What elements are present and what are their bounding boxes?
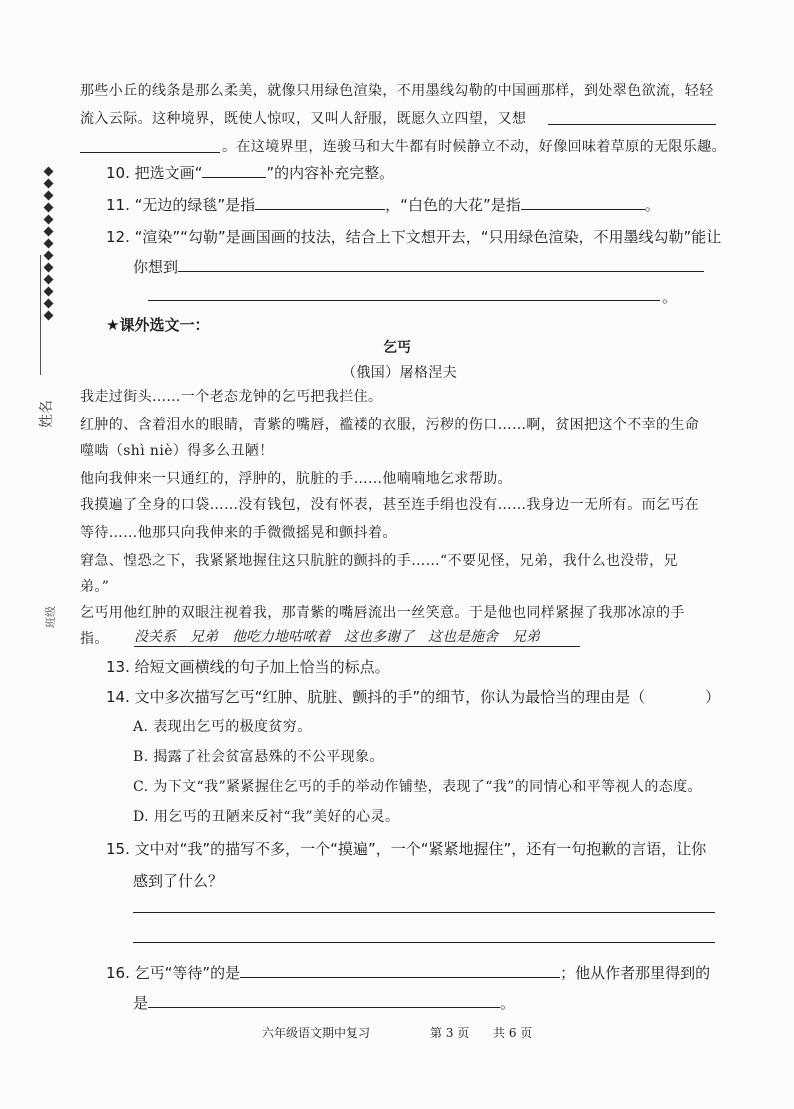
question-text: ”的内容补充完整。 xyxy=(266,164,395,182)
diamond-mark xyxy=(44,251,54,261)
question-16 xyxy=(106,962,710,983)
blank-line xyxy=(240,976,560,978)
story-paragraph: 噬啮（shì niè）得多么丑陋！ xyxy=(80,443,274,459)
question-15-cont: 感到了什么？ xyxy=(133,872,224,890)
story-title: 乞丐 xyxy=(383,340,411,356)
footer-total: 共 6 页 xyxy=(493,1026,533,1040)
diamond-mark xyxy=(44,167,54,177)
option-c: C. 为下文“我”紧紧握住乞丐的手的举动作铺垫，表现了“我”的同情心和平等视人的态度。 xyxy=(133,779,702,795)
option-a: A. 表现出乞丐的极度贫穷。 xyxy=(133,719,312,735)
story-paragraph: 我走过街头……一个老态龙钟的乞丐把我拦住。 xyxy=(80,389,383,405)
question-text: 你想到 xyxy=(133,258,179,276)
blank-line xyxy=(80,152,220,153)
question-15: 15. 文中对“我”的描写不多，一个“摸遍”，一个“紧紧地握住”，还有一句抱歉的言语，让你 xyxy=(106,840,707,858)
punctuation: 。 xyxy=(662,288,678,306)
question-16-cont xyxy=(133,992,515,1013)
story-paragraph: 指。 xyxy=(80,631,109,647)
footer-page: 第 3 页 xyxy=(430,1026,470,1040)
question-text: ；他从作者那里得到的 xyxy=(560,964,711,982)
story-paragraph: 弟。” xyxy=(80,579,110,595)
option-b: B. 揭露了社会贫富悬殊的不公平现象。 xyxy=(133,749,384,765)
story-author: （俄国）屠格涅夫 xyxy=(342,365,458,381)
blank-line xyxy=(202,176,266,178)
answer-line xyxy=(133,942,715,943)
diamond-mark xyxy=(44,287,54,297)
blank-line xyxy=(521,208,645,210)
passage-line: 那些小丘的线条是那么柔美，就像只用绿色渲染，不用墨线勾勒的中国画那样，到处翠色欲流，轻轻 xyxy=(80,83,714,99)
story-paragraph: 乞丐用他红肿的双眼注视着我，那青紫的嘴唇流出一丝笑意。于是他也同样紧握了我那冰凉的手 xyxy=(80,605,685,621)
passage-line: 。在这境界里，连骏马和大牛都有时候静立不动，好像回味着草原的无限乐趣。 xyxy=(222,139,726,155)
answer-line xyxy=(133,912,715,913)
story-paragraph: 我摸遍了全身的口袋……没有钱包，没有怀表，甚至连手绢也没有……我身边一无所有。而乞丐在 xyxy=(80,497,700,513)
question-text: 16. 乞丐“等待”的是 xyxy=(106,964,241,982)
passage-line: 流入云际。这种境界，既使人惊叹，又叫人舒服，既愿久立四望，又想 xyxy=(80,111,527,127)
question-text: 是 xyxy=(133,994,149,1012)
diamond-mark xyxy=(44,263,54,273)
name-label: 姓名 xyxy=(39,400,55,428)
question-12-cont xyxy=(133,256,704,277)
name-line xyxy=(40,255,41,375)
question-text: 。 xyxy=(500,994,516,1012)
story-paragraph: 红肿的、含着泪水的眼睛，青紫的嘴唇，褴褛的衣服，污秽的伤口……啊，贫困把这个不幸的生命 xyxy=(80,417,700,433)
blank-line xyxy=(178,270,704,272)
story-paragraph: 等待……他那只向我伸来的手微微摇晃和颤抖着。 xyxy=(80,525,397,541)
question-11 xyxy=(106,194,660,215)
diamond-mark xyxy=(44,239,54,249)
diamond-mark xyxy=(44,299,54,309)
story-paragraph: 他向我伸来一只通红的，浮肿的，肮脏的手……他喃喃地乞求帮助。 xyxy=(80,471,512,487)
underlined-sentence: 没关系 兄弟 他吃力地咕哝着 这也多谢了 这也是施舍 兄弟 xyxy=(134,626,580,647)
question-12: 12. “渲染”“勾勒”是画国画的技法，结合上下文想开去，“只用绿色渲染，不用墨线勾勒”能让 xyxy=(106,228,722,246)
blank-line xyxy=(148,1006,500,1008)
blank-line xyxy=(548,124,716,125)
question-text: 10. 把选文画“ xyxy=(106,164,203,182)
diamond-mark xyxy=(44,179,54,189)
question-text: 11. “无边的绿毯”是指 xyxy=(106,196,256,214)
diamond-mark xyxy=(44,191,54,201)
section-label: ★课外选文一： xyxy=(106,316,210,334)
option-d: D. 用乞丐的丑陋来反衬“我”美好的心灵。 xyxy=(133,809,400,825)
class-label: 班级 xyxy=(44,606,57,628)
question-text: 。 xyxy=(644,196,660,214)
blank-line xyxy=(255,208,385,210)
footer-title: 六年级语文期中复习 xyxy=(262,1026,371,1040)
diamond-mark xyxy=(44,275,54,285)
diamond-mark xyxy=(44,215,54,225)
story-paragraph: 窘急、惶恐之下，我紧紧地握住这只肮脏的颤抖的手……“不要见怪，兄弟，我什么也没带，兄 xyxy=(80,553,678,569)
question-10 xyxy=(106,162,394,183)
question-14: 14. 文中多次描写乞丐“红肿、肮脏、颤抖的手”的细节，你认为最恰当的理由是（ ） xyxy=(106,688,721,706)
diamond-mark xyxy=(44,227,54,237)
diamond-mark xyxy=(44,203,54,213)
question-13: 13. 给短文画横线的句子加上恰当的标点。 xyxy=(106,658,390,676)
question-text: ，“白色的大花”是指 xyxy=(385,196,521,214)
blank-line xyxy=(148,300,660,301)
diamond-mark xyxy=(44,311,54,321)
